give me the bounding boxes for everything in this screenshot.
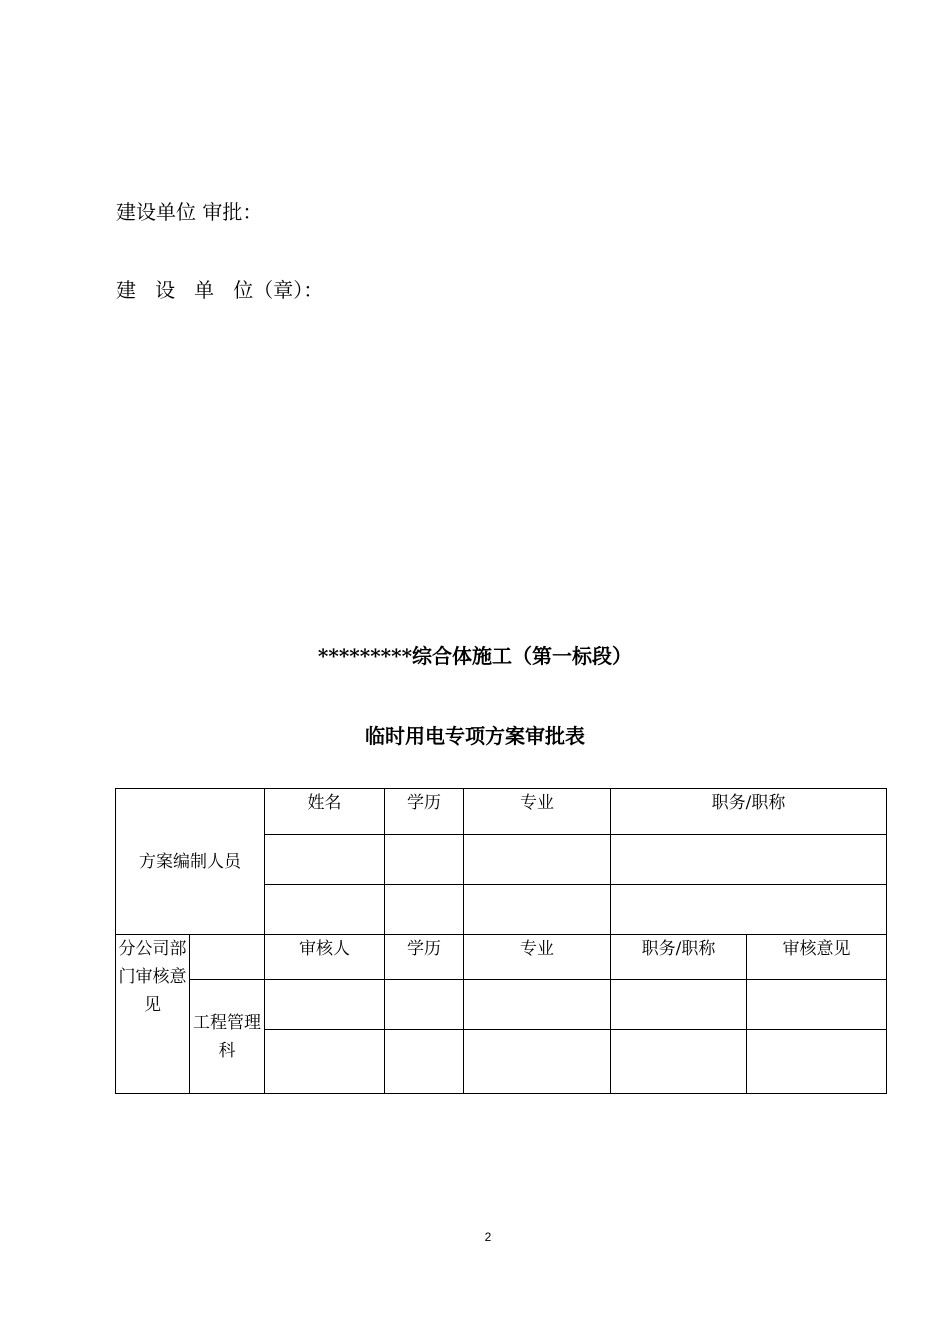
dept-label-cell bbox=[190, 980, 265, 1094]
reviewer-education-cell[interactable] bbox=[385, 980, 464, 1030]
reviewer-education-cell[interactable] bbox=[385, 1030, 464, 1094]
preparer-name-cell[interactable] bbox=[265, 835, 385, 885]
preparers-label-cell bbox=[116, 789, 265, 935]
header-reviewer: 审核人 bbox=[265, 935, 385, 980]
header-reviewer-title: 职务/职称 bbox=[611, 935, 747, 980]
reviewer-cell[interactable] bbox=[265, 1030, 385, 1094]
header-title: 职务/职称 bbox=[611, 789, 887, 835]
header-major: 专业 bbox=[464, 789, 611, 835]
review-label: 分公司部门审核意见 bbox=[118, 939, 187, 1015]
review-opinion-cell[interactable] bbox=[747, 980, 887, 1030]
preparer-major-cell[interactable] bbox=[464, 885, 611, 935]
preparers-label: 方案编制人员 bbox=[139, 851, 241, 872]
preparer-education-cell[interactable] bbox=[385, 835, 464, 885]
construction-unit-approval-label: 建设单位 审批： bbox=[116, 200, 263, 224]
approval-form-table bbox=[115, 788, 887, 1094]
header-education: 学历 bbox=[385, 789, 464, 835]
preparer-major-cell[interactable] bbox=[464, 835, 611, 885]
header-name: 姓名 bbox=[265, 789, 385, 835]
reviewer-title-cell[interactable] bbox=[611, 1030, 747, 1094]
reviewer-title-cell[interactable] bbox=[611, 980, 747, 1030]
preparer-title-cell[interactable] bbox=[611, 885, 887, 935]
construction-unit-seal-label: 建 设 单 位（章）： bbox=[116, 278, 324, 302]
reviewer-major-cell[interactable] bbox=[464, 980, 611, 1030]
preparer-name-cell[interactable] bbox=[265, 885, 385, 935]
form-title: 临时用电专项方案审批表 bbox=[365, 724, 585, 748]
preparer-title-cell[interactable] bbox=[611, 835, 887, 885]
review-label-cell bbox=[116, 935, 190, 1094]
reviewer-major-cell[interactable] bbox=[464, 1030, 611, 1094]
header-reviewer-education: 学历 bbox=[385, 935, 464, 980]
review-opinion-cell[interactable] bbox=[747, 1030, 887, 1094]
blank-cell bbox=[190, 935, 265, 980]
project-title: *********综合体施工（第一标段） bbox=[317, 644, 633, 668]
reviewer-cell[interactable] bbox=[265, 980, 385, 1030]
header-reviewer-major: 专业 bbox=[464, 935, 611, 980]
dept-label: 工程管理科 bbox=[193, 1012, 261, 1061]
header-review-opinion: 审核意见 bbox=[747, 935, 887, 980]
page-number: 2 bbox=[484, 1230, 492, 1244]
preparer-education-cell[interactable] bbox=[385, 885, 464, 935]
